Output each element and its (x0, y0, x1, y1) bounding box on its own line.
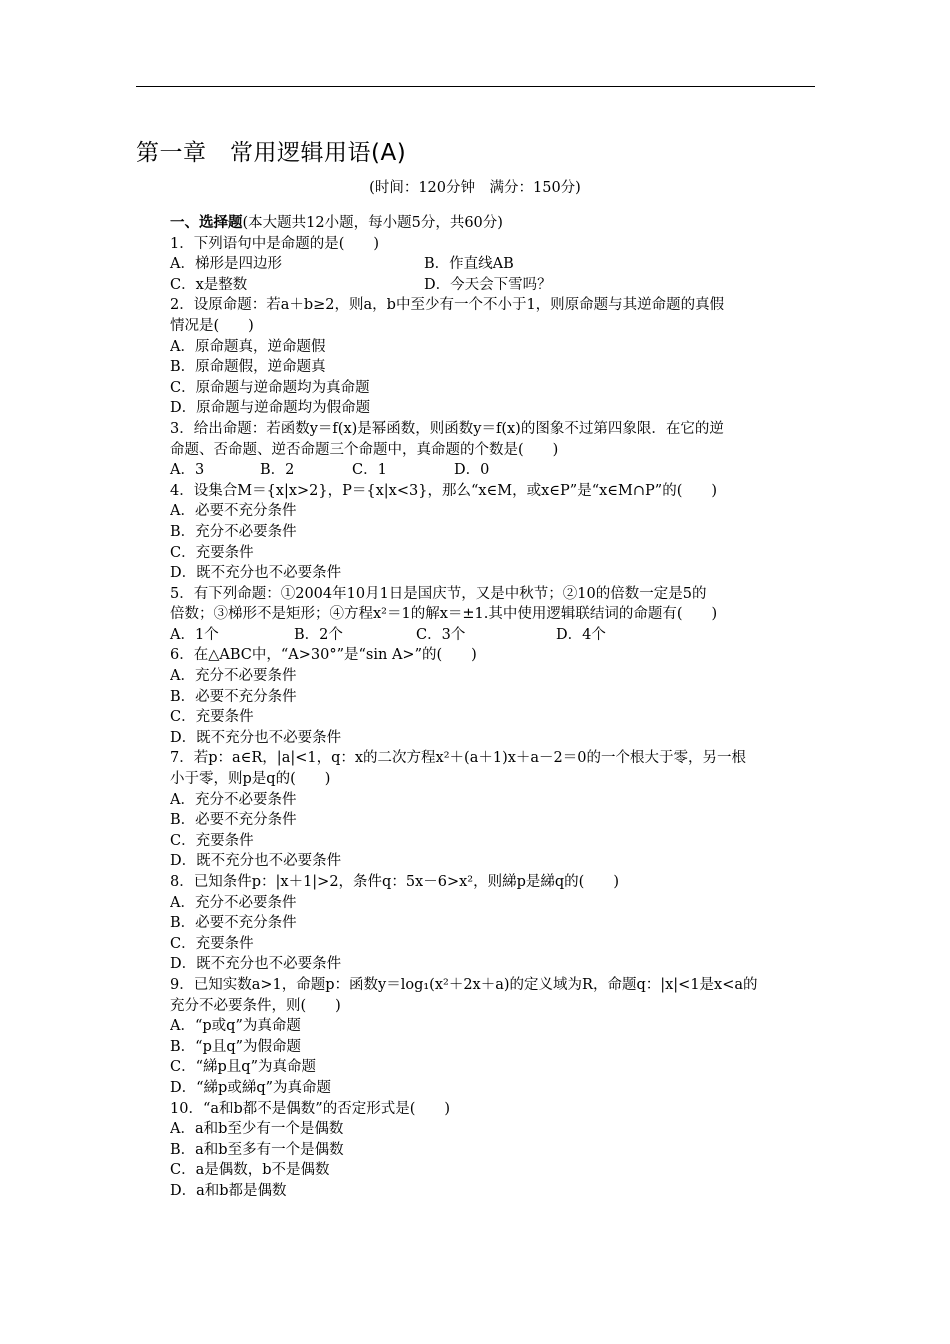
header-rule (136, 86, 815, 87)
answer-option: D．既不充分也不必要条件 (170, 565, 342, 582)
question-6 (170, 645, 816, 748)
answer-option: C．原命题与逆命题均为真命题 (170, 379, 370, 396)
answer-option: D．a和b都是偶数 (170, 1182, 287, 1199)
answer-option: A．“p或q”为真命题 (170, 1018, 301, 1035)
answer-option: A．a和b至少有一个是偶数 (170, 1121, 344, 1138)
option-row (170, 625, 816, 646)
answer-option: C．“綈p且q”为真命题 (170, 1059, 316, 1076)
question-text: 倍数；③梯形不是矩形；④方程x²＝1的解x＝±1.其中使用逻辑联结词的命题有( ) (170, 606, 718, 623)
answer-option: B．原命题假，逆命题真 (170, 359, 326, 376)
answer-option: D．既不充分也不必要条件 (170, 853, 342, 870)
section-heading (170, 213, 816, 234)
answer-option: D．0 (454, 462, 490, 479)
question-text: 6．在△ABC中，“A>30°”是“sin A>”的( ) (170, 647, 477, 664)
question-3 (170, 419, 816, 481)
question-10 (170, 1099, 816, 1202)
answer-option: C．充要条件 (170, 935, 254, 952)
question-text: 7．若p：a∈R，|a|<1，q：x的二次方程x²＋(a＋1)x＋a－2＝0的一个根大于零，另一根 (170, 750, 746, 767)
section-note: (本大题共12小题，每小题5分，共60分) (242, 215, 503, 231)
question-text: 小于零，则p是q的( ) (170, 771, 331, 788)
section-label: 一、选择题 (170, 214, 243, 231)
answer-option: A．1个 (170, 626, 219, 643)
answer-option: B．必要不充分条件 (170, 915, 297, 932)
answer-option: B．作直线AB (424, 256, 514, 273)
question-text: 4．设集合M＝{x|x>2}，P＝{x|x<3}，那么“x∈M，或x∈P”是“x∈M∩P”的( ) (170, 482, 718, 499)
answer-option: B．必要不充分条件 (170, 688, 297, 705)
answer-option: D．既不充分也不必要条件 (170, 729, 342, 746)
questions (170, 234, 816, 1202)
answer-option: C．充要条件 (170, 709, 254, 726)
question-text: 1．下列语句中是命题的是( ) (170, 235, 380, 252)
question-4 (170, 481, 816, 584)
answer-option: D．既不充分也不必要条件 (170, 956, 342, 973)
question-8 (170, 872, 816, 975)
answer-option: C．x是整数 (170, 276, 248, 293)
option-row (170, 254, 816, 275)
question-2 (170, 295, 816, 419)
question-5 (170, 584, 816, 646)
question-text: 命题、否命题、逆否命题三个命题中，真命题的个数是( ) (170, 441, 559, 458)
answer-option: A．梯形是四边形 (170, 256, 282, 273)
question-list (170, 213, 816, 1202)
question-9 (170, 975, 816, 1099)
question-1 (170, 234, 816, 296)
option-row (170, 460, 816, 481)
question-text: 充分不必要条件，则( ) (170, 997, 341, 1014)
question-text: 3．给出命题：若函数y＝f(x)是幂函数，则函数y＝f(x)的图象不过第四象限．在它的逆 (170, 420, 724, 437)
question-text: 5．有下列命题：①2004年10月1日是国庆节，又是中秋节；②10的倍数一定是5的 (170, 585, 707, 602)
question-text: 9．已知实数a>1，命题p：函数y＝log₁(x²＋2x＋a)的定义域为R，命题q：|x|<1是x<a的 (170, 976, 758, 993)
answer-option: A．原命题真，逆命题假 (170, 338, 326, 355)
answer-option: A．充分不必要条件 (170, 894, 297, 911)
answer-option: C．3个 (416, 626, 466, 643)
question-text: 2．设原命题：若a＋b≥2，则a，b中至少有一个不小于1，则原命题与其逆命题的真假 (170, 297, 725, 314)
answer-option: C．充要条件 (170, 832, 254, 849)
answer-option: C．充要条件 (170, 544, 254, 561)
answer-option: D．4个 (556, 626, 606, 643)
answer-option: B．必要不充分条件 (170, 812, 297, 829)
answer-option: B．充分不必要条件 (170, 523, 297, 540)
answer-option: A．充分不必要条件 (170, 668, 297, 685)
answer-option: D．“綈p或綈q”为真命题 (170, 1079, 332, 1096)
question-text: 情况是( ) (170, 317, 254, 334)
page-title: 第一章 常用逻辑用语(A) (136, 140, 407, 166)
answer-option: D．今天会下雪吗？ (424, 276, 552, 293)
question-7 (170, 748, 816, 872)
answer-option: C．a是偶数，b不是偶数 (170, 1162, 330, 1179)
exam-info: (时间：120分钟 满分：150分) (369, 180, 581, 196)
question-text: 8．已知条件p：|x＋1|>2，条件q：5x－6>x²，则綈p是綈q的( ) (170, 874, 619, 890)
answer-option: B．2 (260, 462, 295, 479)
answer-option: A．3 (170, 462, 205, 479)
answer-option: C．1 (352, 462, 387, 479)
answer-option: B．“p且q”为假命题 (170, 1038, 302, 1055)
answer-option: A．充分不必要条件 (170, 791, 297, 808)
answer-option: B．2个 (294, 626, 343, 643)
option-row (170, 275, 816, 296)
answer-option: B．a和b至多有一个是偶数 (170, 1141, 344, 1158)
question-text: 10．“a和b都不是偶数”的否定形式是( ) (170, 1100, 451, 1117)
answer-option: A．必要不充分条件 (170, 503, 297, 520)
answer-option: D．原命题与逆命题均为假命题 (170, 400, 371, 417)
